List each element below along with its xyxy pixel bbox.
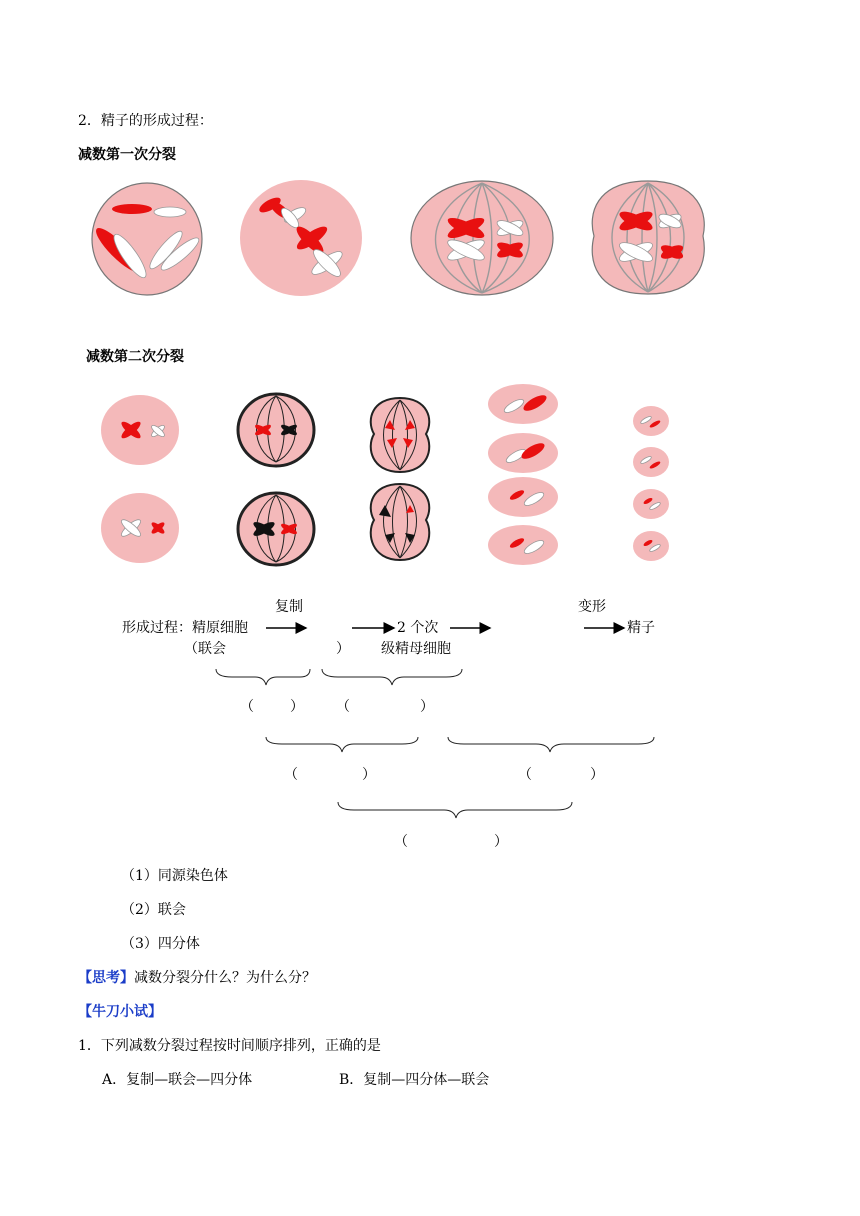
meiosis2-title: 减数第二次分裂 bbox=[86, 349, 184, 365]
section-heading: 2．精子的形成过程： bbox=[78, 113, 213, 129]
practice-tag: 【牛刀小试】 bbox=[78, 1004, 162, 1020]
option-b[interactable]: B．复制—四分体—联会 bbox=[339, 1072, 490, 1088]
paren-2-close: ） bbox=[420, 699, 434, 715]
think-tag: 【思考】 bbox=[78, 970, 134, 986]
paren-4-close: ） bbox=[590, 767, 604, 783]
option-a[interactable]: A．复制—联会—四分体 bbox=[102, 1072, 253, 1088]
paren-1-close: ） bbox=[290, 699, 304, 715]
paren-5-open: （ bbox=[394, 834, 408, 850]
list-item-homologous: （1）同源染色体 bbox=[121, 868, 228, 884]
paren-3-open: （ bbox=[284, 767, 298, 783]
paren-5-close: ） bbox=[494, 834, 508, 850]
flow-label-copy: 复制 bbox=[275, 599, 303, 615]
flow-secondary-line2: 级精母细胞 bbox=[381, 641, 451, 657]
practice-question: 1．下列减数分裂过程按时间顺序排列，正确的是 bbox=[78, 1038, 381, 1054]
paren-3-close: ） bbox=[362, 767, 376, 783]
list-item-synapsis: （2）联会 bbox=[121, 902, 186, 918]
flow-synapsis-open: （联会 bbox=[184, 641, 226, 657]
flow-prefix: 形成过程：精原细胞 bbox=[122, 620, 248, 636]
flow-synapsis-close: ） bbox=[336, 641, 350, 657]
brace-2 bbox=[322, 669, 462, 685]
brace-5 bbox=[338, 802, 572, 818]
paren-2-open: （ bbox=[336, 699, 350, 715]
flow-label-transform: 变形 bbox=[578, 599, 606, 615]
brace-1 bbox=[216, 669, 310, 685]
meiosis1-title: 减数第一次分裂 bbox=[78, 147, 176, 163]
think-text: 减数分裂分什么？为什么分？ bbox=[134, 970, 316, 986]
flow-result: 精子 bbox=[627, 620, 655, 636]
paren-1-open: （ bbox=[240, 699, 254, 715]
brace-3 bbox=[266, 737, 418, 752]
list-item-tetrad: （3）四分体 bbox=[121, 936, 200, 952]
flow-secondary-line1: 2 个次 bbox=[397, 620, 439, 636]
brace-4 bbox=[448, 737, 654, 752]
paren-4-open: （ bbox=[518, 767, 532, 783]
think-line bbox=[78, 969, 316, 987]
